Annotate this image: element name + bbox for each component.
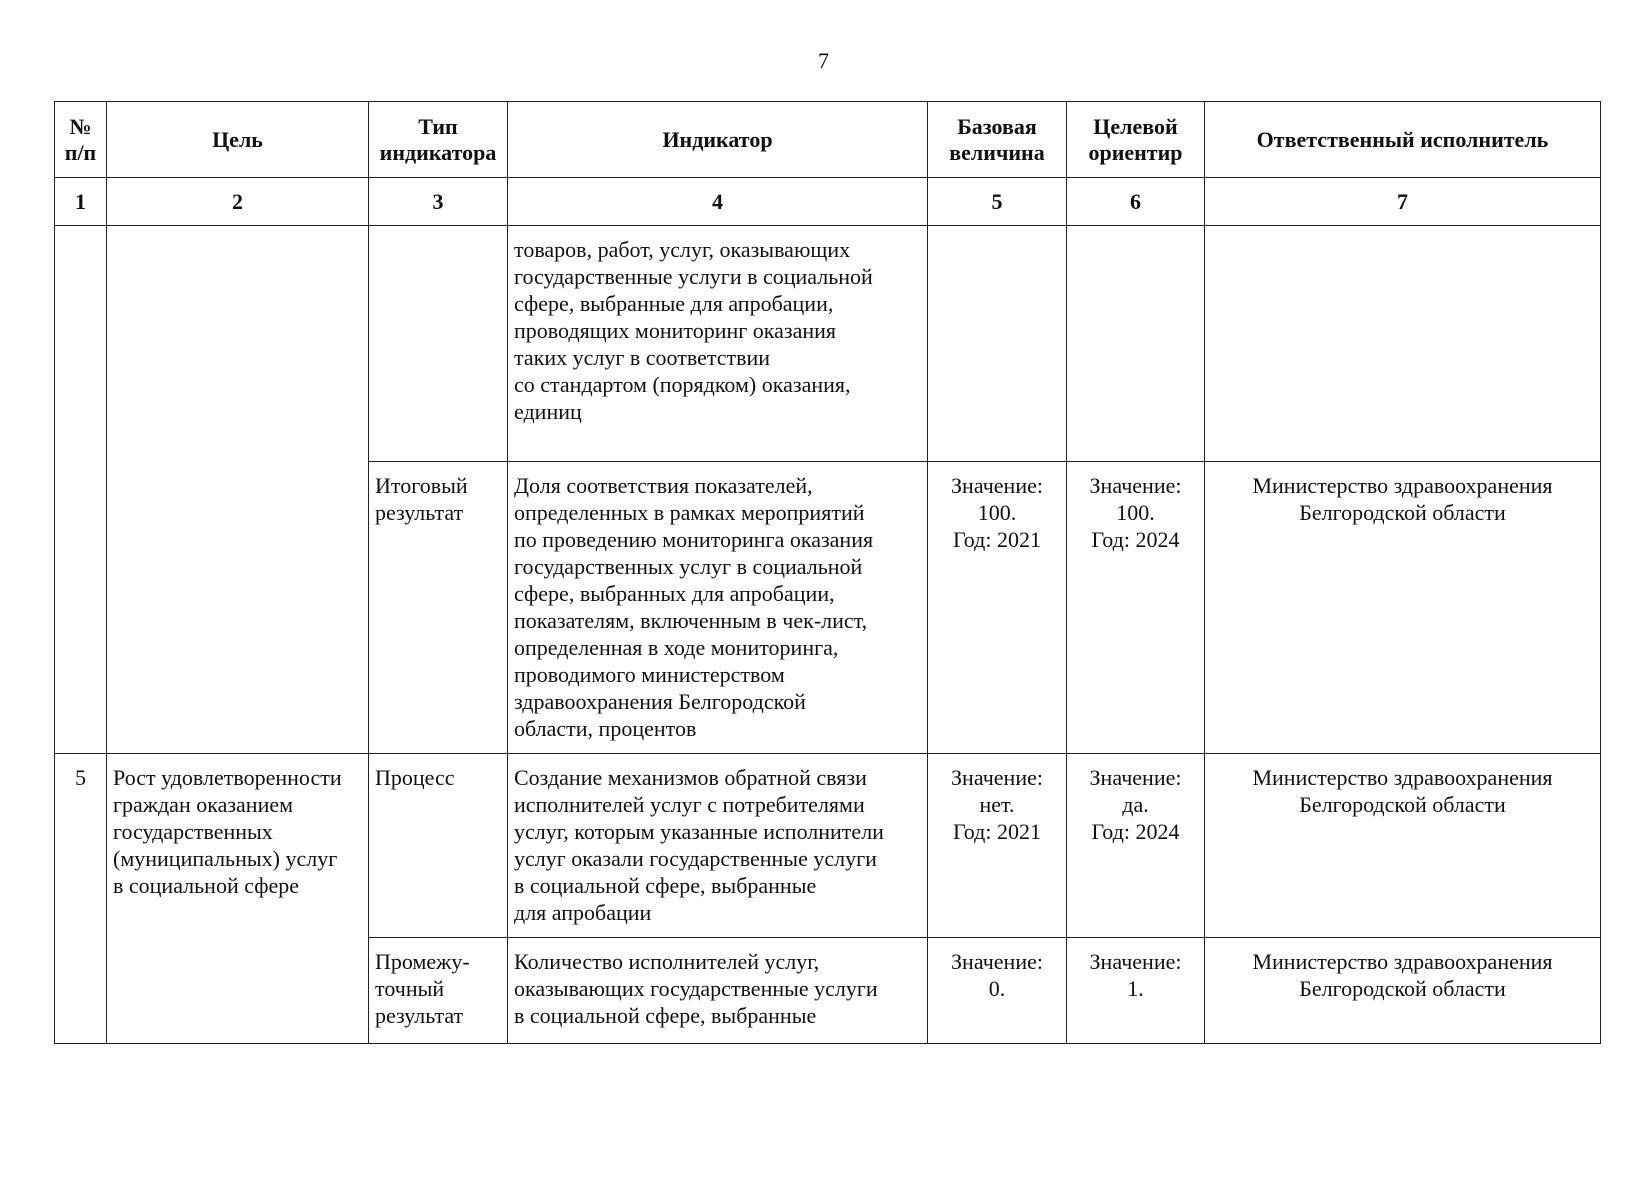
indicator-cell (508, 938, 928, 1044)
target-text: Значение: 100. Год: 2024 (1089, 473, 1182, 552)
header-num: № п/п (55, 102, 107, 178)
responsible-text: Министерство здравоохранения Белгородской области (1252, 765, 1553, 817)
indicator-text: Доля соответствия показателей, определенных в рамках мероприятий по проведению мониторинга оказания государственных услуг в социальной сфере, выбранных для апробации, показателям, включенным в чек-лист, определенная в ходе мониторинга, проводимого министерством здравоохранения Белгородской области, процентов (514, 473, 874, 741)
header-indicator: Индикатор (508, 102, 928, 178)
base-text: Значение: 0. (951, 949, 1043, 1001)
type-cell (369, 938, 508, 1044)
header-row (55, 102, 1601, 178)
num-cell (55, 226, 107, 754)
responsible-text: Министерство здравоохранения Белгородской области (1252, 473, 1553, 525)
column-number: 7 (1205, 178, 1601, 226)
header-target: Целевой ориентир (1067, 102, 1205, 178)
goal-text (107, 226, 368, 242)
header-responsible: Ответственный исполнитель (1205, 102, 1601, 178)
target-text (1067, 226, 1204, 242)
table-row (55, 754, 1601, 938)
indicator-cell (508, 226, 928, 462)
indicators-table (54, 101, 1601, 1044)
indicator-cell (508, 462, 928, 754)
num-text: 5 (75, 765, 86, 790)
column-number-row (55, 178, 1601, 226)
responsible-cell (1205, 754, 1601, 938)
header-base: Базовая величина (928, 102, 1067, 178)
base-cell (928, 226, 1067, 462)
target-cell (1067, 226, 1205, 462)
target-cell (1067, 938, 1205, 1044)
base-cell (928, 754, 1067, 938)
base-text: Значение: нет. Год: 2021 (951, 765, 1043, 844)
column-number: 2 (107, 178, 369, 226)
base-text: Значение: 100. Год: 2021 (951, 473, 1043, 552)
target-text: Значение: 1. (1089, 949, 1182, 1001)
num-cell (55, 754, 107, 1044)
goal-cell (107, 226, 369, 754)
type-cell (369, 226, 508, 462)
page-number: 7 (818, 48, 829, 73)
responsible-text (1205, 226, 1600, 242)
base-cell (928, 462, 1067, 754)
column-number: 5 (928, 178, 1067, 226)
responsible-cell (1205, 938, 1601, 1044)
indicator-cell (508, 754, 928, 938)
header-goal: Цель (107, 102, 369, 178)
type-text (369, 226, 507, 242)
type-text: Процесс (375, 765, 455, 790)
type-cell (369, 754, 508, 938)
column-number: 4 (508, 178, 928, 226)
indicator-text: Количество исполнителей услуг, оказывающих государственные услуги в социальной сфере, выбранные (514, 949, 878, 1028)
base-cell (928, 938, 1067, 1044)
indicator-text: товаров, работ, услуг, оказывающих государственные услуги в социальной сфере, выбранные для апробации, проводящих мониторинг оказания таких услуг в соответствии со стандартом (порядком) оказания, единиц (514, 237, 873, 424)
responsible-cell (1205, 462, 1601, 754)
responsible-cell (1205, 226, 1601, 462)
target-cell (1067, 754, 1205, 938)
table-row (55, 226, 1601, 462)
type-text: Промежу- точный результат (375, 949, 470, 1028)
type-cell (369, 462, 508, 754)
column-number: 1 (55, 178, 107, 226)
target-text: Значение: да. Год: 2024 (1089, 765, 1182, 844)
num-text (55, 226, 106, 242)
column-number: 6 (1067, 178, 1205, 226)
responsible-text: Министерство здравоохранения Белгородской области (1252, 949, 1553, 1001)
goal-cell (107, 754, 369, 1044)
target-cell (1067, 462, 1205, 754)
type-text: Итоговый результат (375, 473, 468, 525)
goal-text: Рост удовлетворенности граждан оказанием государственных (муниципальных) услуг в социальной сфере (113, 765, 342, 898)
column-number: 3 (369, 178, 508, 226)
base-text (928, 226, 1066, 242)
header-type: Тип индикатора (369, 102, 508, 178)
indicator-text: Создание механизмов обратной связи исполнителей услуг с потребителями услуг, которым указанные исполнители услуг оказали государственные услуги в социальной сфере, выбранные для апробации (514, 765, 884, 925)
